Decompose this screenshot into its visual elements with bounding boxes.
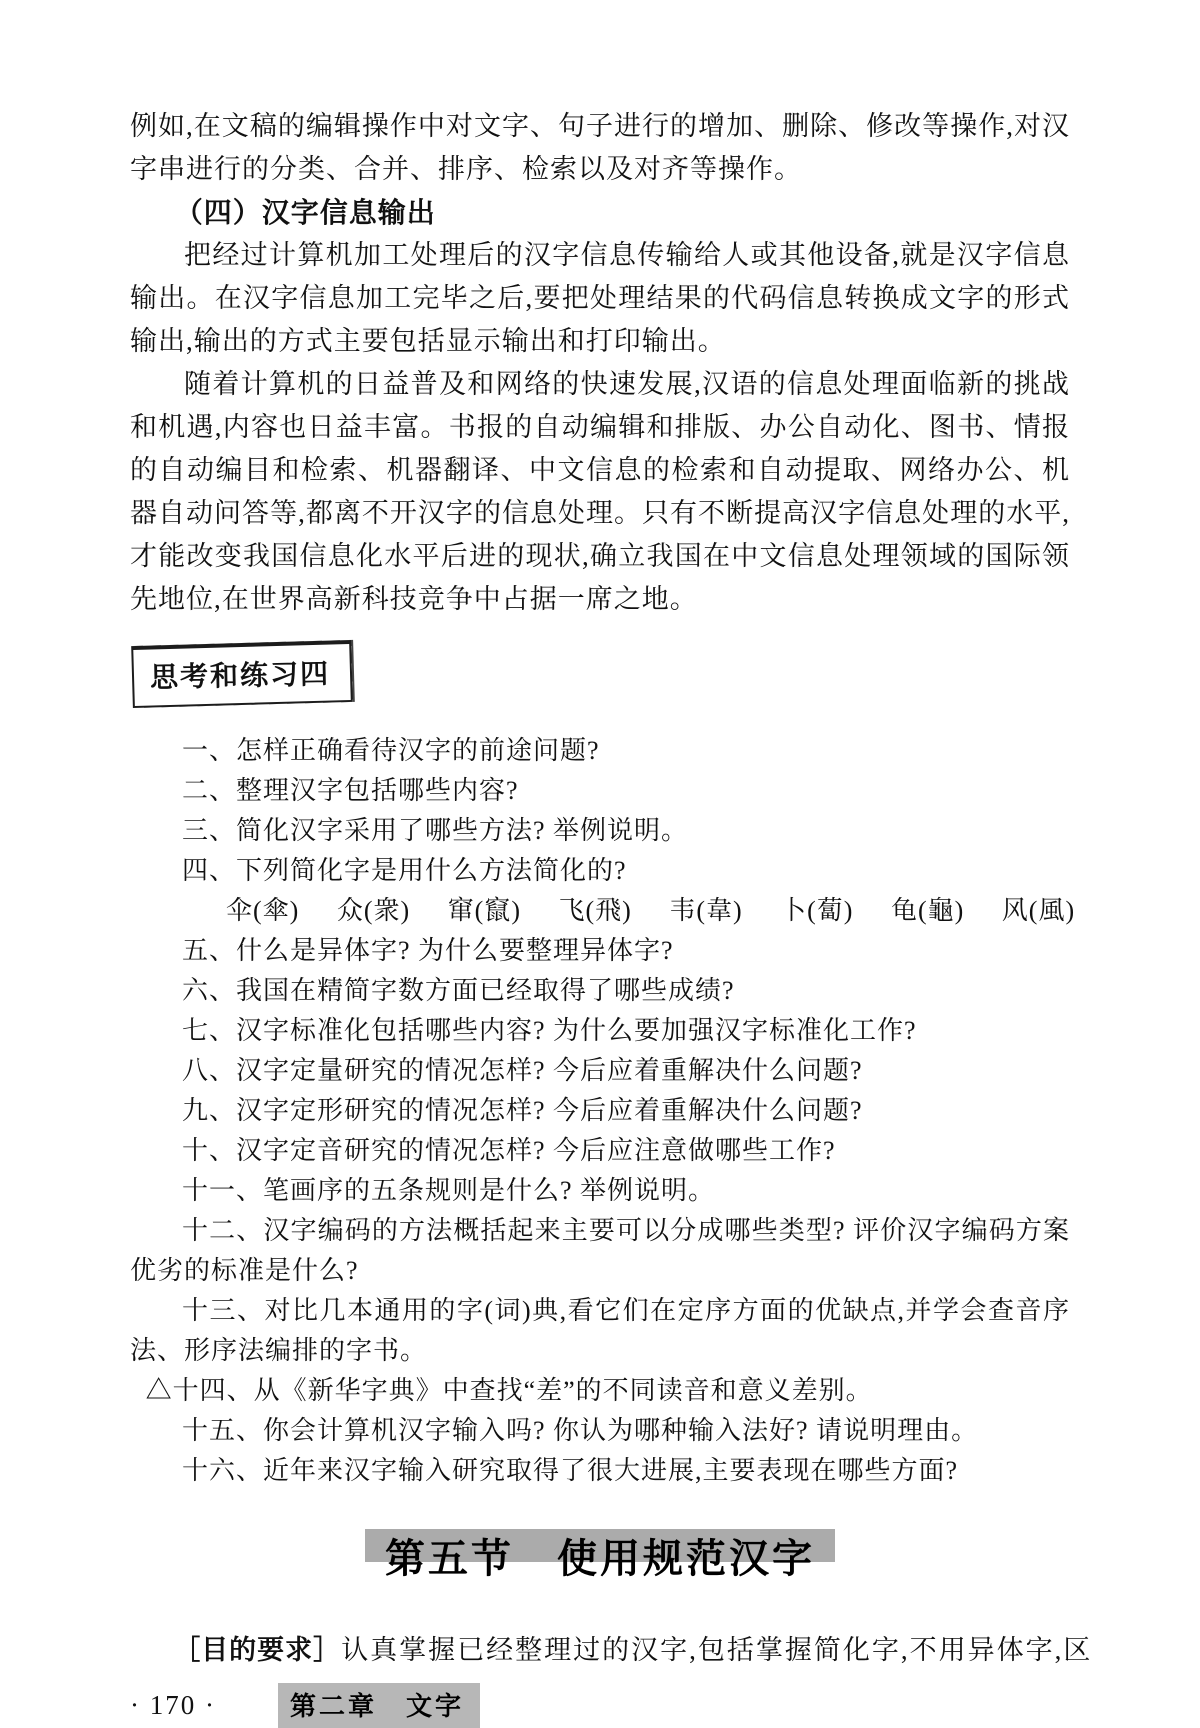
question-6: 六、我国在精简字数方面已经取得了哪些成绩? bbox=[182, 976, 735, 1005]
question-5: 五、什么是异体字? 为什么要整理异体字? bbox=[182, 936, 674, 965]
char-pair: 龟(龜) bbox=[890, 896, 965, 925]
question-15: 十五、你会计算机汉字输入吗? 你认为哪种输入法好? 请说明理由。 bbox=[182, 1416, 979, 1445]
question-11: 十一、笔画序的五条规则是什么? 举例说明。 bbox=[182, 1176, 716, 1205]
question-2: 二、整理汉字包括哪些内容? bbox=[182, 776, 519, 805]
intro-continuation-paragraph: 例如,在文稿的编辑操作中对文字、句子进行的增加、删除、修改等操作,对汉字串进行的分类、合并、排序、检索以及对齐等操作。 bbox=[130, 111, 1070, 184]
question-3: 三、简化汉字采用了哪些方法? 举例说明。 bbox=[182, 816, 689, 845]
chapter-badge: 第二章 文字 bbox=[278, 1683, 480, 1728]
exercises-title: 思考和练习四 bbox=[149, 658, 331, 693]
char-pair: 众(衆) bbox=[336, 896, 411, 925]
question-16: 十六、近年来汉字输入研究取得了很大进展,主要表现在哪些方面? bbox=[182, 1456, 959, 1485]
simplified-traditional-character-row bbox=[130, 891, 1076, 931]
question-13: 十三、对比几本通用的字(词)典,看它们在定序方面的优缺点,并学会查音序法、形序法编排的字书。 bbox=[130, 1296, 1070, 1365]
question-12: 十二、汉字编码的方法概括起来主要可以分成哪些类型? 评价汉字编码方案优劣的标准是什么? bbox=[130, 1216, 1070, 1285]
question-9: 九、汉字定形研究的情况怎样? 今后应着重解决什么问题? bbox=[182, 1096, 863, 1125]
exercises-title-box bbox=[131, 640, 353, 708]
section4-subheading: （四）汉字信息输出 bbox=[174, 197, 436, 228]
char-pair: 风(風) bbox=[1001, 896, 1076, 925]
exercises-question-list bbox=[130, 731, 1076, 1491]
aim-requirements-paragraph bbox=[130, 1629, 1093, 1671]
char-pair: 卜(蔔) bbox=[780, 896, 854, 925]
section5-heading: 第五节 使用规范汉字 bbox=[385, 1537, 815, 1581]
question-8: 八、汉字定量研究的情况怎样? 今后应着重解决什么问题? bbox=[182, 1056, 863, 1085]
question-7: 七、汉字标准化包括哪些内容? 为什么要加强汉字标准化工作? bbox=[182, 1016, 917, 1045]
question-4: 四、下列简化字是用什么方法简化的? bbox=[182, 856, 627, 885]
char-pair: 窜(竄) bbox=[447, 896, 521, 925]
char-pair: 韦(韋) bbox=[669, 896, 743, 925]
paragraph-development: 随着计算机的日益普及和网络的快速发展,汉语的信息处理面临新的挑战和机遇,内容也日益丰富。书报的自动编辑和排版、办公自动化、图书、情报的自动编目和检索、机器翻译、中文信息的检索和自动提取、网络办公、机器自动问答等,都离不开汉字的信息处理。只有不断提高汉字信息处理的水平,才能改变我国信息化水平后进的现状,确立我国在中文信息处理领域的国际领先地位,在世界高新科技竞争中占据一席之地。 bbox=[130, 369, 1070, 614]
page-footer bbox=[130, 1683, 1070, 1728]
aim-requirements-text: 认真掌握已经整理过的汉字,包括掌握简化字,不用异体字,区 bbox=[341, 1635, 1093, 1665]
page-number: · 170 · bbox=[130, 1690, 216, 1720]
aim-requirements-label: ［目的要求］ bbox=[173, 1635, 342, 1665]
question-10: 十、汉字定音研究的情况怎样? 今后应注意做哪些工作? bbox=[182, 1136, 836, 1165]
question-14-triangle: △十四、从《新华字典》中查找“差”的不同读音和意义差别。 bbox=[145, 1376, 873, 1405]
char-pair: 伞(傘) bbox=[226, 896, 300, 925]
char-pair: 飞(飛) bbox=[558, 896, 632, 925]
paragraph-hanzi-output: 把经过计算机加工处理后的汉字信息传输给人或其他设备,就是汉字信息输出。在汉字信息加工完毕之后,要把处理结果的代码信息转换成文字的形式输出,输出的方式主要包括显示输出和打印输出。 bbox=[130, 240, 1070, 356]
question-1: 一、怎样正确看待汉字的前途问题? bbox=[182, 736, 600, 765]
section5-heading-block bbox=[130, 1529, 1070, 1603]
